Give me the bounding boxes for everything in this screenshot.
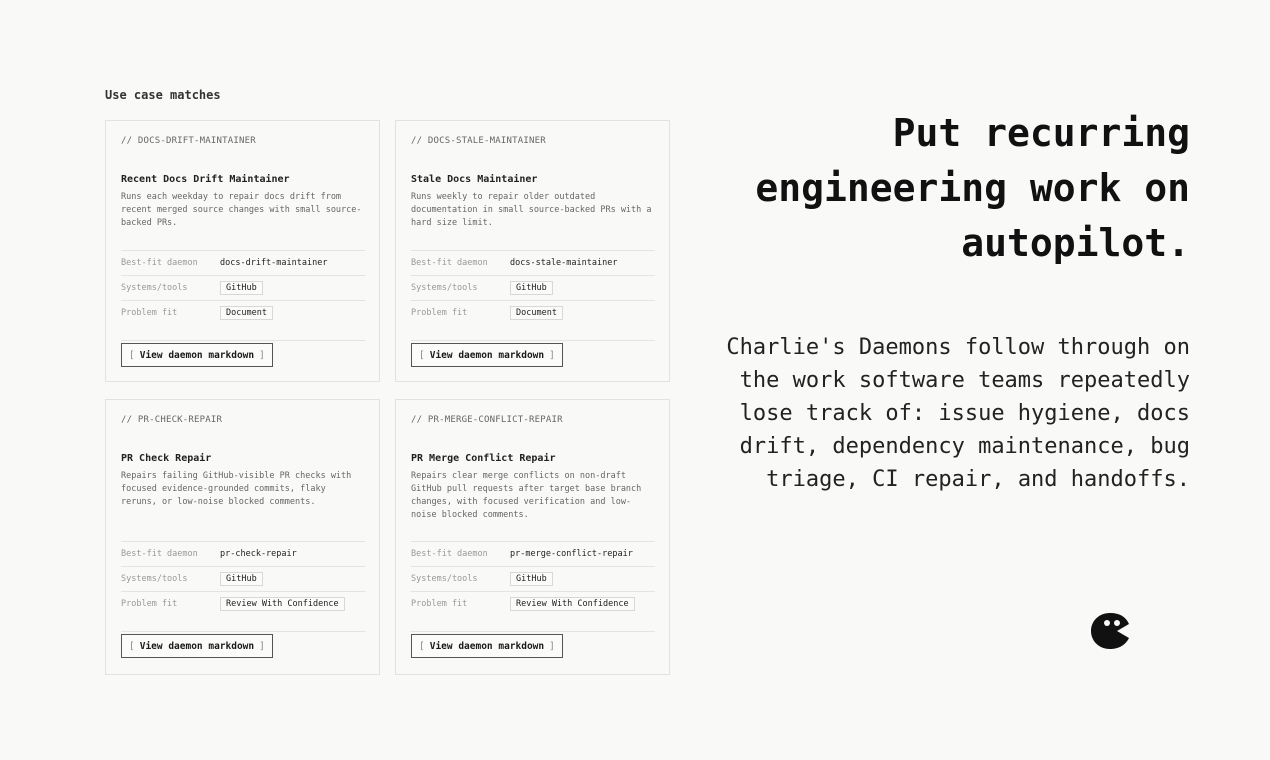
detail-row-daemon xyxy=(411,250,655,275)
problem-tag: Document xyxy=(220,306,273,320)
card-details xyxy=(121,541,365,632)
detail-label: Best-fit daemon xyxy=(411,549,488,559)
use-case-card xyxy=(395,120,670,382)
card-description: Runs each weekday to repair docs drift from recent merged source changes with small source-backed PRs. xyxy=(121,192,362,228)
detail-label: Best-fit daemon xyxy=(121,549,198,559)
daemon-name: pr-check-repair xyxy=(220,549,297,559)
daemon-name: docs-drift-maintainer xyxy=(220,258,328,268)
detail-label: Best-fit daemon xyxy=(411,258,488,268)
charlie-logo-icon xyxy=(1090,612,1130,650)
system-tag: GitHub xyxy=(510,572,553,586)
bracket-close: ] xyxy=(259,349,265,361)
bracket-open: [ xyxy=(129,349,135,361)
detail-label: Best-fit daemon xyxy=(121,258,198,268)
button-label: View daemon markdown xyxy=(429,349,545,361)
bracket-open: [ xyxy=(419,640,425,652)
detail-label: Systems/tools xyxy=(121,574,188,584)
card-description: Repairs clear merge conflicts on non-draft GitHub pull requests after target base branch changes, with focused verification and low-noise blocked comments. xyxy=(411,471,642,520)
card-title: Stale Docs Maintainer xyxy=(411,174,538,185)
detail-row-systems xyxy=(121,275,365,300)
detail-label: Problem fit xyxy=(121,308,178,318)
view-daemon-markdown-button[interactable] xyxy=(411,634,563,658)
problem-tag: Review With Confidence xyxy=(510,597,635,611)
bracket-close: ] xyxy=(549,349,555,361)
hero-lede: Charlie's Daemons follow through on the work software teams repeatedly lose track of: issue hygiene, docs drift, dependency maintenance, bug triage, CI repair, and handoffs. xyxy=(726,335,1190,492)
problem-tag: Document xyxy=(510,306,563,320)
bracket-close: ] xyxy=(259,640,265,652)
hero-headline: Put recurring engineering work on autopilot. xyxy=(755,111,1190,265)
daemon-name: docs-stale-maintainer xyxy=(510,258,618,268)
detail-row-problem xyxy=(411,300,655,325)
view-daemon-markdown-button[interactable] xyxy=(121,634,273,658)
card-details xyxy=(411,541,655,632)
use-case-card xyxy=(105,399,380,675)
detail-label: Systems/tools xyxy=(411,574,478,584)
card-slug: // PR-CHECK-REPAIR xyxy=(121,415,223,425)
card-slug: // DOCS-STALE-MAINTAINER xyxy=(411,136,546,146)
daemon-name: pr-merge-conflict-repair xyxy=(510,549,633,559)
card-description: Runs weekly to repair older outdated documentation in small source-backed PRs with a hard size limit. xyxy=(411,192,652,228)
problem-tag: Review With Confidence xyxy=(220,597,345,611)
bracket-open: [ xyxy=(129,640,135,652)
use-case-card xyxy=(105,120,380,382)
detail-label: Problem fit xyxy=(121,599,178,609)
system-tag: GitHub xyxy=(220,572,263,586)
button-label: View daemon markdown xyxy=(139,349,255,361)
card-details xyxy=(411,250,655,341)
detail-row-problem xyxy=(121,300,365,325)
detail-row-daemon xyxy=(121,541,365,566)
card-title: Recent Docs Drift Maintainer xyxy=(121,174,290,185)
use-case-card xyxy=(395,399,670,675)
detail-row-systems xyxy=(121,566,365,591)
detail-row-systems xyxy=(411,275,655,300)
system-tag: GitHub xyxy=(220,281,263,295)
view-daemon-markdown-button[interactable] xyxy=(121,343,273,367)
bracket-open: [ xyxy=(419,349,425,361)
view-daemon-markdown-button[interactable] xyxy=(411,343,563,367)
card-slug: // DOCS-DRIFT-MAINTAINER xyxy=(121,136,256,146)
detail-row-systems xyxy=(411,566,655,591)
section-title: Use case matches xyxy=(105,88,221,102)
detail-label: Systems/tools xyxy=(411,283,478,293)
button-label: View daemon markdown xyxy=(429,640,545,652)
card-title: PR Check Repair xyxy=(121,453,212,464)
detail-label: Systems/tools xyxy=(121,283,188,293)
detail-label: Problem fit xyxy=(411,599,468,609)
button-label: View daemon markdown xyxy=(139,640,255,652)
card-title: PR Merge Conflict Repair xyxy=(411,453,556,464)
detail-label: Problem fit xyxy=(411,308,468,318)
detail-row-daemon xyxy=(411,541,655,566)
bracket-close: ] xyxy=(549,640,555,652)
card-slug: // PR-MERGE-CONFLICT-REPAIR xyxy=(411,415,563,425)
detail-row-problem xyxy=(121,591,365,616)
system-tag: GitHub xyxy=(510,281,553,295)
card-description: Repairs failing GitHub-visible PR checks with focused evidence-grounded commits, flaky reruns, or low-noise blocked comments. xyxy=(121,471,352,507)
detail-row-problem xyxy=(411,591,655,616)
detail-row-daemon xyxy=(121,250,365,275)
card-details xyxy=(121,250,365,341)
